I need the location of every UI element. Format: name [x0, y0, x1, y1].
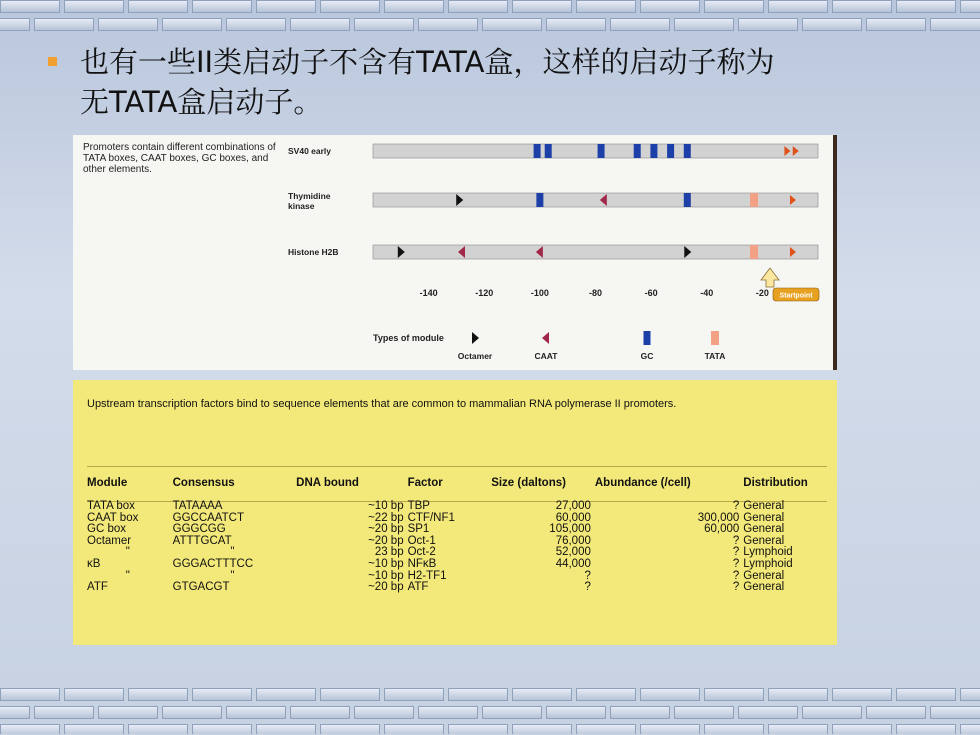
- table-cell: TBP: [407, 500, 430, 512]
- legend-label-octamer: Octamer: [457, 351, 493, 361]
- brick: [0, 18, 30, 31]
- brick: [384, 724, 444, 734]
- brick: [418, 706, 478, 719]
- brick: [0, 706, 30, 719]
- brick: [256, 688, 316, 701]
- table-cell: ?: [732, 534, 740, 547]
- brick: [226, 706, 286, 719]
- promoter-name: kinase: [288, 201, 315, 211]
- column-header: Distribution: [743, 477, 808, 489]
- brick: [738, 18, 798, 31]
- brick: [512, 0, 572, 13]
- table-cell: ~10 bp: [368, 500, 404, 512]
- brick: [768, 724, 828, 734]
- brick: [960, 724, 980, 734]
- brick: [256, 0, 316, 13]
- brick: [448, 688, 508, 701]
- column-header: DNA bound: [296, 477, 359, 489]
- brick: [448, 0, 508, 13]
- gc-box-mark: [684, 144, 691, 158]
- brick: [384, 0, 444, 13]
- brick: [896, 0, 956, 13]
- brick: [866, 706, 926, 719]
- column-header: Consensus: [172, 477, 235, 489]
- table-cell: ~20 bp: [368, 581, 404, 594]
- table-cell: General: [743, 581, 785, 594]
- brick: [610, 18, 670, 31]
- brick: [0, 688, 60, 701]
- gc-box-mark: [684, 193, 691, 207]
- brick: [192, 0, 252, 13]
- table-cell: General: [743, 500, 785, 512]
- gc-box-mark: [545, 144, 552, 158]
- table-cell: 60,000: [555, 511, 591, 524]
- brick: [930, 18, 980, 31]
- brick: [546, 706, 606, 719]
- brick: [320, 724, 380, 734]
- table-cell: 300,000: [697, 511, 740, 524]
- brick: [832, 0, 892, 13]
- brick: [960, 0, 980, 13]
- table-top-rule: [87, 466, 827, 467]
- bullet-marker: [48, 57, 57, 66]
- heading-line-2: 无TATA盒启动子。: [80, 85, 323, 119]
- gc-box-mark: [667, 144, 674, 158]
- promoter-diagram: [73, 135, 837, 370]
- legend-label-tata: TATA: [704, 351, 726, 361]
- table-cell: GGCCAATCT: [172, 511, 244, 524]
- heading-line-1: 也有一些II类启动子不含有TATA盒，这样的启动子称为: [80, 45, 775, 79]
- brick: [576, 724, 636, 734]
- brick: [354, 706, 414, 719]
- table-cell: ATF: [407, 581, 429, 594]
- axis-tick-label: -80: [588, 288, 603, 298]
- factor-table: [87, 477, 837, 594]
- brick: [960, 688, 980, 701]
- legend-title: Types of module: [373, 333, 444, 343]
- table-cell: 52,000: [555, 546, 591, 559]
- table-cell: ?: [732, 569, 740, 582]
- brick: [482, 18, 542, 31]
- brick: [832, 688, 892, 701]
- axis-tick-label: -140: [419, 288, 438, 298]
- startpoint-label: Startpoint: [779, 292, 813, 300]
- table-row: [87, 536, 837, 548]
- top-brick-border: [0, 0, 980, 46]
- factor-table-header-row: [87, 477, 837, 501]
- brick: [802, 18, 862, 31]
- table-cell: Octamer: [87, 534, 132, 547]
- brick-row: [0, 0, 980, 15]
- brick: [576, 688, 636, 701]
- brick: [64, 0, 124, 13]
- brick: [768, 0, 828, 13]
- octamer-mark: [472, 332, 479, 344]
- brick: [418, 18, 478, 31]
- table-cell: Oct-2: [407, 546, 436, 559]
- brick: [256, 724, 316, 734]
- bottom-brick-border: [0, 688, 980, 734]
- axis-tick-label: -60: [644, 288, 658, 298]
- table-cell: ": [125, 569, 130, 582]
- brick: [34, 18, 94, 31]
- table-cell: ?: [584, 569, 591, 582]
- gc-box-mark: [634, 144, 641, 158]
- brick: [0, 724, 60, 734]
- brick: [832, 724, 892, 734]
- brick: [546, 18, 606, 31]
- brick: [896, 724, 956, 734]
- table-cell: ?: [732, 546, 740, 559]
- table-cell: ?: [732, 581, 740, 594]
- brick: [512, 688, 572, 701]
- caat-box-mark: [542, 332, 549, 344]
- table-cell: ~20 bp: [368, 523, 404, 536]
- brick: [34, 706, 94, 719]
- brick: [738, 706, 798, 719]
- column-header: Factor: [407, 477, 443, 489]
- brick: [320, 0, 380, 13]
- brick: [930, 706, 980, 719]
- brick-row: [0, 724, 980, 734]
- table-cell: CAAT box: [87, 511, 139, 524]
- table-cell: ?: [584, 581, 591, 594]
- column-header: Abundance (/cell): [594, 477, 691, 489]
- tata-box-mark: [711, 331, 719, 345]
- brick: [0, 0, 60, 13]
- brick: [64, 724, 124, 734]
- brick: [704, 724, 764, 734]
- brick: [802, 706, 862, 719]
- brick: [512, 724, 572, 734]
- table-cell: General: [743, 511, 785, 524]
- table-cell: General: [743, 523, 785, 536]
- axis-tick-label: -20: [755, 288, 769, 298]
- table-cell: TATA box: [87, 500, 135, 512]
- table-cell: General: [743, 569, 785, 582]
- brick-row: [0, 688, 980, 703]
- brick: [162, 18, 222, 31]
- table-cell: ~22 bp: [368, 511, 404, 524]
- table-cell: GTGACGT: [172, 581, 230, 594]
- brick: [640, 0, 700, 13]
- brick: [576, 0, 636, 13]
- table-cell: ": [230, 546, 235, 559]
- promoter-name: Histone H2B: [288, 247, 339, 257]
- brick: [226, 18, 286, 31]
- brick: [674, 18, 734, 31]
- brick: [896, 688, 956, 701]
- gc-box-mark: [644, 331, 651, 345]
- brick: [320, 688, 380, 701]
- table-cell: 27,000: [555, 500, 591, 512]
- brick: [610, 706, 670, 719]
- brick: [704, 0, 764, 13]
- brick: [162, 706, 222, 719]
- tata-box-mark: [750, 193, 758, 207]
- table-cell: Lymphoid: [743, 557, 793, 570]
- table-cell: TATAAAA: [172, 500, 223, 512]
- table-cell: GGGACTTTCC: [172, 557, 254, 570]
- gc-box-mark: [650, 144, 657, 158]
- table-cell: 23 bp: [374, 546, 404, 559]
- table-cell: NFκB: [407, 557, 437, 570]
- table-cell: ~10 bp: [368, 569, 404, 582]
- table-row: [87, 559, 837, 571]
- table-cell: CTF/NF1: [407, 511, 455, 524]
- column-header: Size (daltons): [491, 477, 566, 489]
- brick-row: [0, 18, 980, 33]
- promoter-diagram-caption: Promoters contain different combinations of TATA boxes, CAAT boxes, GC boxes, and other elements.: [83, 142, 276, 175]
- promoter-map-svg: [73, 135, 833, 370]
- axis-tick-label: -40: [700, 288, 714, 298]
- brick: [290, 706, 350, 719]
- table-cell: 105,000: [549, 523, 591, 536]
- brick: [290, 18, 350, 31]
- transcription-factor-table-panel: [73, 380, 837, 645]
- legend-label-gc: GC: [640, 351, 654, 361]
- table-cell: ": [230, 569, 235, 582]
- brick: [98, 18, 158, 31]
- brick: [128, 688, 188, 701]
- gc-box-mark: [598, 144, 605, 158]
- axis-tick-label: -100: [530, 288, 549, 298]
- table-cell: 60,000: [704, 523, 740, 536]
- table-cell: ATF: [87, 581, 108, 594]
- axis-tick-label: -120: [475, 288, 494, 298]
- table-row: [87, 582, 837, 594]
- brick: [482, 706, 542, 719]
- table-cell: Oct-1: [407, 534, 436, 547]
- brick: [354, 18, 414, 31]
- factor-table-body: [87, 501, 837, 594]
- table-cell: General: [743, 534, 785, 547]
- table-cell: GC box: [87, 523, 126, 536]
- promoter-name: Thymidine: [288, 191, 331, 201]
- brick: [640, 688, 700, 701]
- table-cell: Lymphoid: [743, 546, 793, 559]
- table-cell: 76,000: [555, 534, 591, 547]
- brick: [866, 18, 926, 31]
- table-cell: ~10 bp: [368, 557, 404, 570]
- startpoint-pointer: [761, 268, 779, 287]
- table-cell: κB: [87, 557, 101, 570]
- table-cell: H2-TF1: [407, 569, 447, 582]
- column-header: Module: [87, 477, 128, 489]
- table-cell: ATTTGCAT: [172, 534, 232, 547]
- gc-box-mark: [534, 144, 541, 158]
- brick: [128, 0, 188, 13]
- slide-heading: [80, 42, 920, 122]
- factor-table-caption: Upstream transcription factors bind to sequence elements that are common to mammalian RNA polymerase II promoters.: [87, 398, 677, 410]
- gc-box-mark: [536, 193, 543, 207]
- brick: [674, 706, 734, 719]
- promoter-name: SV40 early: [288, 146, 332, 156]
- brick: [448, 724, 508, 734]
- table-row: [87, 501, 837, 513]
- brick: [192, 724, 252, 734]
- brick: [192, 688, 252, 701]
- table-cell: ": [125, 546, 130, 559]
- table-cell: ?: [732, 500, 740, 512]
- brick: [64, 688, 124, 701]
- brick: [98, 706, 158, 719]
- brick: [384, 688, 444, 701]
- brick-row: [0, 706, 980, 721]
- legend-label-caat: CAAT: [534, 351, 558, 361]
- tata-box-mark: [750, 245, 758, 259]
- brick: [640, 724, 700, 734]
- brick: [768, 688, 828, 701]
- promoter-region-bar: [373, 144, 818, 158]
- table-cell: 44,000: [555, 557, 591, 570]
- table-cell: GGGCGG: [172, 523, 226, 536]
- brick: [704, 688, 764, 701]
- table-cell: SP1: [407, 523, 430, 536]
- table-cell: ?: [732, 557, 740, 570]
- table-cell: ~20 bp: [368, 534, 404, 547]
- brick: [128, 724, 188, 734]
